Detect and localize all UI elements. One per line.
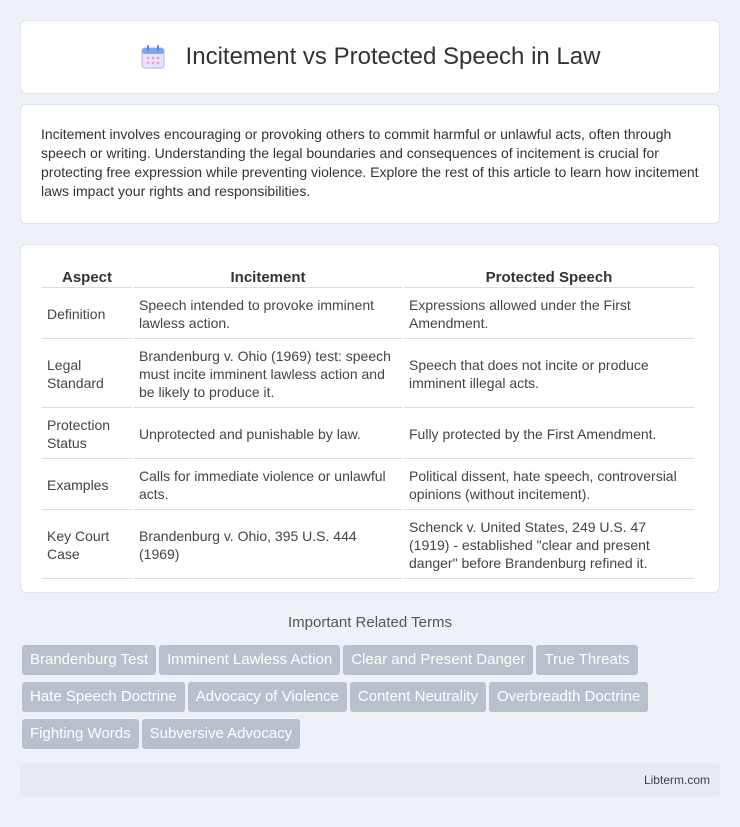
related-terms-list bbox=[22, 645, 722, 756]
row-incitement: Speech intended to provoke imminent lawless action. bbox=[134, 290, 402, 339]
related-term-tag[interactable]: True Threats bbox=[536, 645, 637, 675]
related-term-tag[interactable]: Fighting Words bbox=[22, 719, 139, 749]
table-row bbox=[42, 461, 694, 510]
calendar-icon bbox=[140, 44, 166, 70]
header-card bbox=[20, 20, 720, 94]
footer-site-link[interactable]: Libterm.com bbox=[643, 773, 710, 787]
table-row bbox=[42, 512, 694, 579]
related-term-tag[interactable]: Hate Speech Doctrine bbox=[22, 682, 185, 712]
page-title: Incitement vs Protected Speech in Law bbox=[185, 43, 601, 70]
related-term-tag[interactable]: Imminent Lawless Action bbox=[159, 645, 340, 675]
row-protected: Political dissent, hate speech, controversial opinions (without incitement). bbox=[404, 461, 694, 510]
related-term-tag[interactable]: Brandenburg Test bbox=[22, 645, 156, 675]
row-protected: Fully protected by the First Amendment. bbox=[404, 410, 694, 459]
row-aspect: Definition bbox=[42, 290, 132, 339]
table-row bbox=[42, 410, 694, 459]
footer bbox=[20, 763, 720, 797]
intro-text: Incitement involves encouraging or provoking others to commit harmful or unlawful acts, often through speech or writing. Understanding the legal boundaries and consequences of incitement is crucial for protecting free expression while preventing violence. Explore the rest of this article to learn how incitement laws impact your rights and responsibilities. bbox=[41, 126, 699, 199]
row-aspect: Key Court Case bbox=[42, 512, 132, 579]
row-incitement: Brandenburg v. Ohio, 395 U.S. 444 (1969) bbox=[134, 512, 402, 579]
row-protected: Speech that does not incite or produce imminent illegal acts. bbox=[404, 341, 694, 408]
related-term-tag[interactable]: Advocacy of Violence bbox=[188, 682, 347, 712]
table-header-row bbox=[42, 265, 694, 288]
header-aspect: Aspect bbox=[42, 265, 132, 288]
row-incitement: Unprotected and punishable by law. bbox=[134, 410, 402, 459]
related-term-tag[interactable]: Content Neutrality bbox=[350, 682, 486, 712]
row-protected: Schenck v. United States, 249 U.S. 47 (1919) - established "clear and present danger" before Brandenburg refined it. bbox=[404, 512, 694, 579]
related-term-tag[interactable]: Overbreadth Doctrine bbox=[489, 682, 648, 712]
row-aspect: Legal Standard bbox=[42, 341, 132, 408]
related-terms-title: Important Related Terms bbox=[288, 614, 452, 631]
table-row bbox=[42, 290, 694, 339]
row-protected: Expressions allowed under the First Amendment. bbox=[404, 290, 694, 339]
comparison-table bbox=[40, 263, 696, 581]
table-row bbox=[42, 341, 694, 408]
row-aspect: Protection Status bbox=[42, 410, 132, 459]
row-incitement: Calls for immediate violence or unlawful acts. bbox=[134, 461, 402, 510]
header-incitement: Incitement bbox=[134, 265, 402, 288]
related-term-tag[interactable]: Subversive Advocacy bbox=[142, 719, 301, 749]
related-term-tag[interactable]: Clear and Present Danger bbox=[343, 645, 533, 675]
row-aspect: Examples bbox=[42, 461, 132, 510]
intro-card bbox=[20, 104, 720, 224]
row-incitement: Brandenburg v. Ohio (1969) test: speech must incite imminent lawless action and be likely to produce it. bbox=[134, 341, 402, 408]
header-protected-speech: Protected Speech bbox=[404, 265, 694, 288]
comparison-table-card bbox=[20, 244, 720, 593]
